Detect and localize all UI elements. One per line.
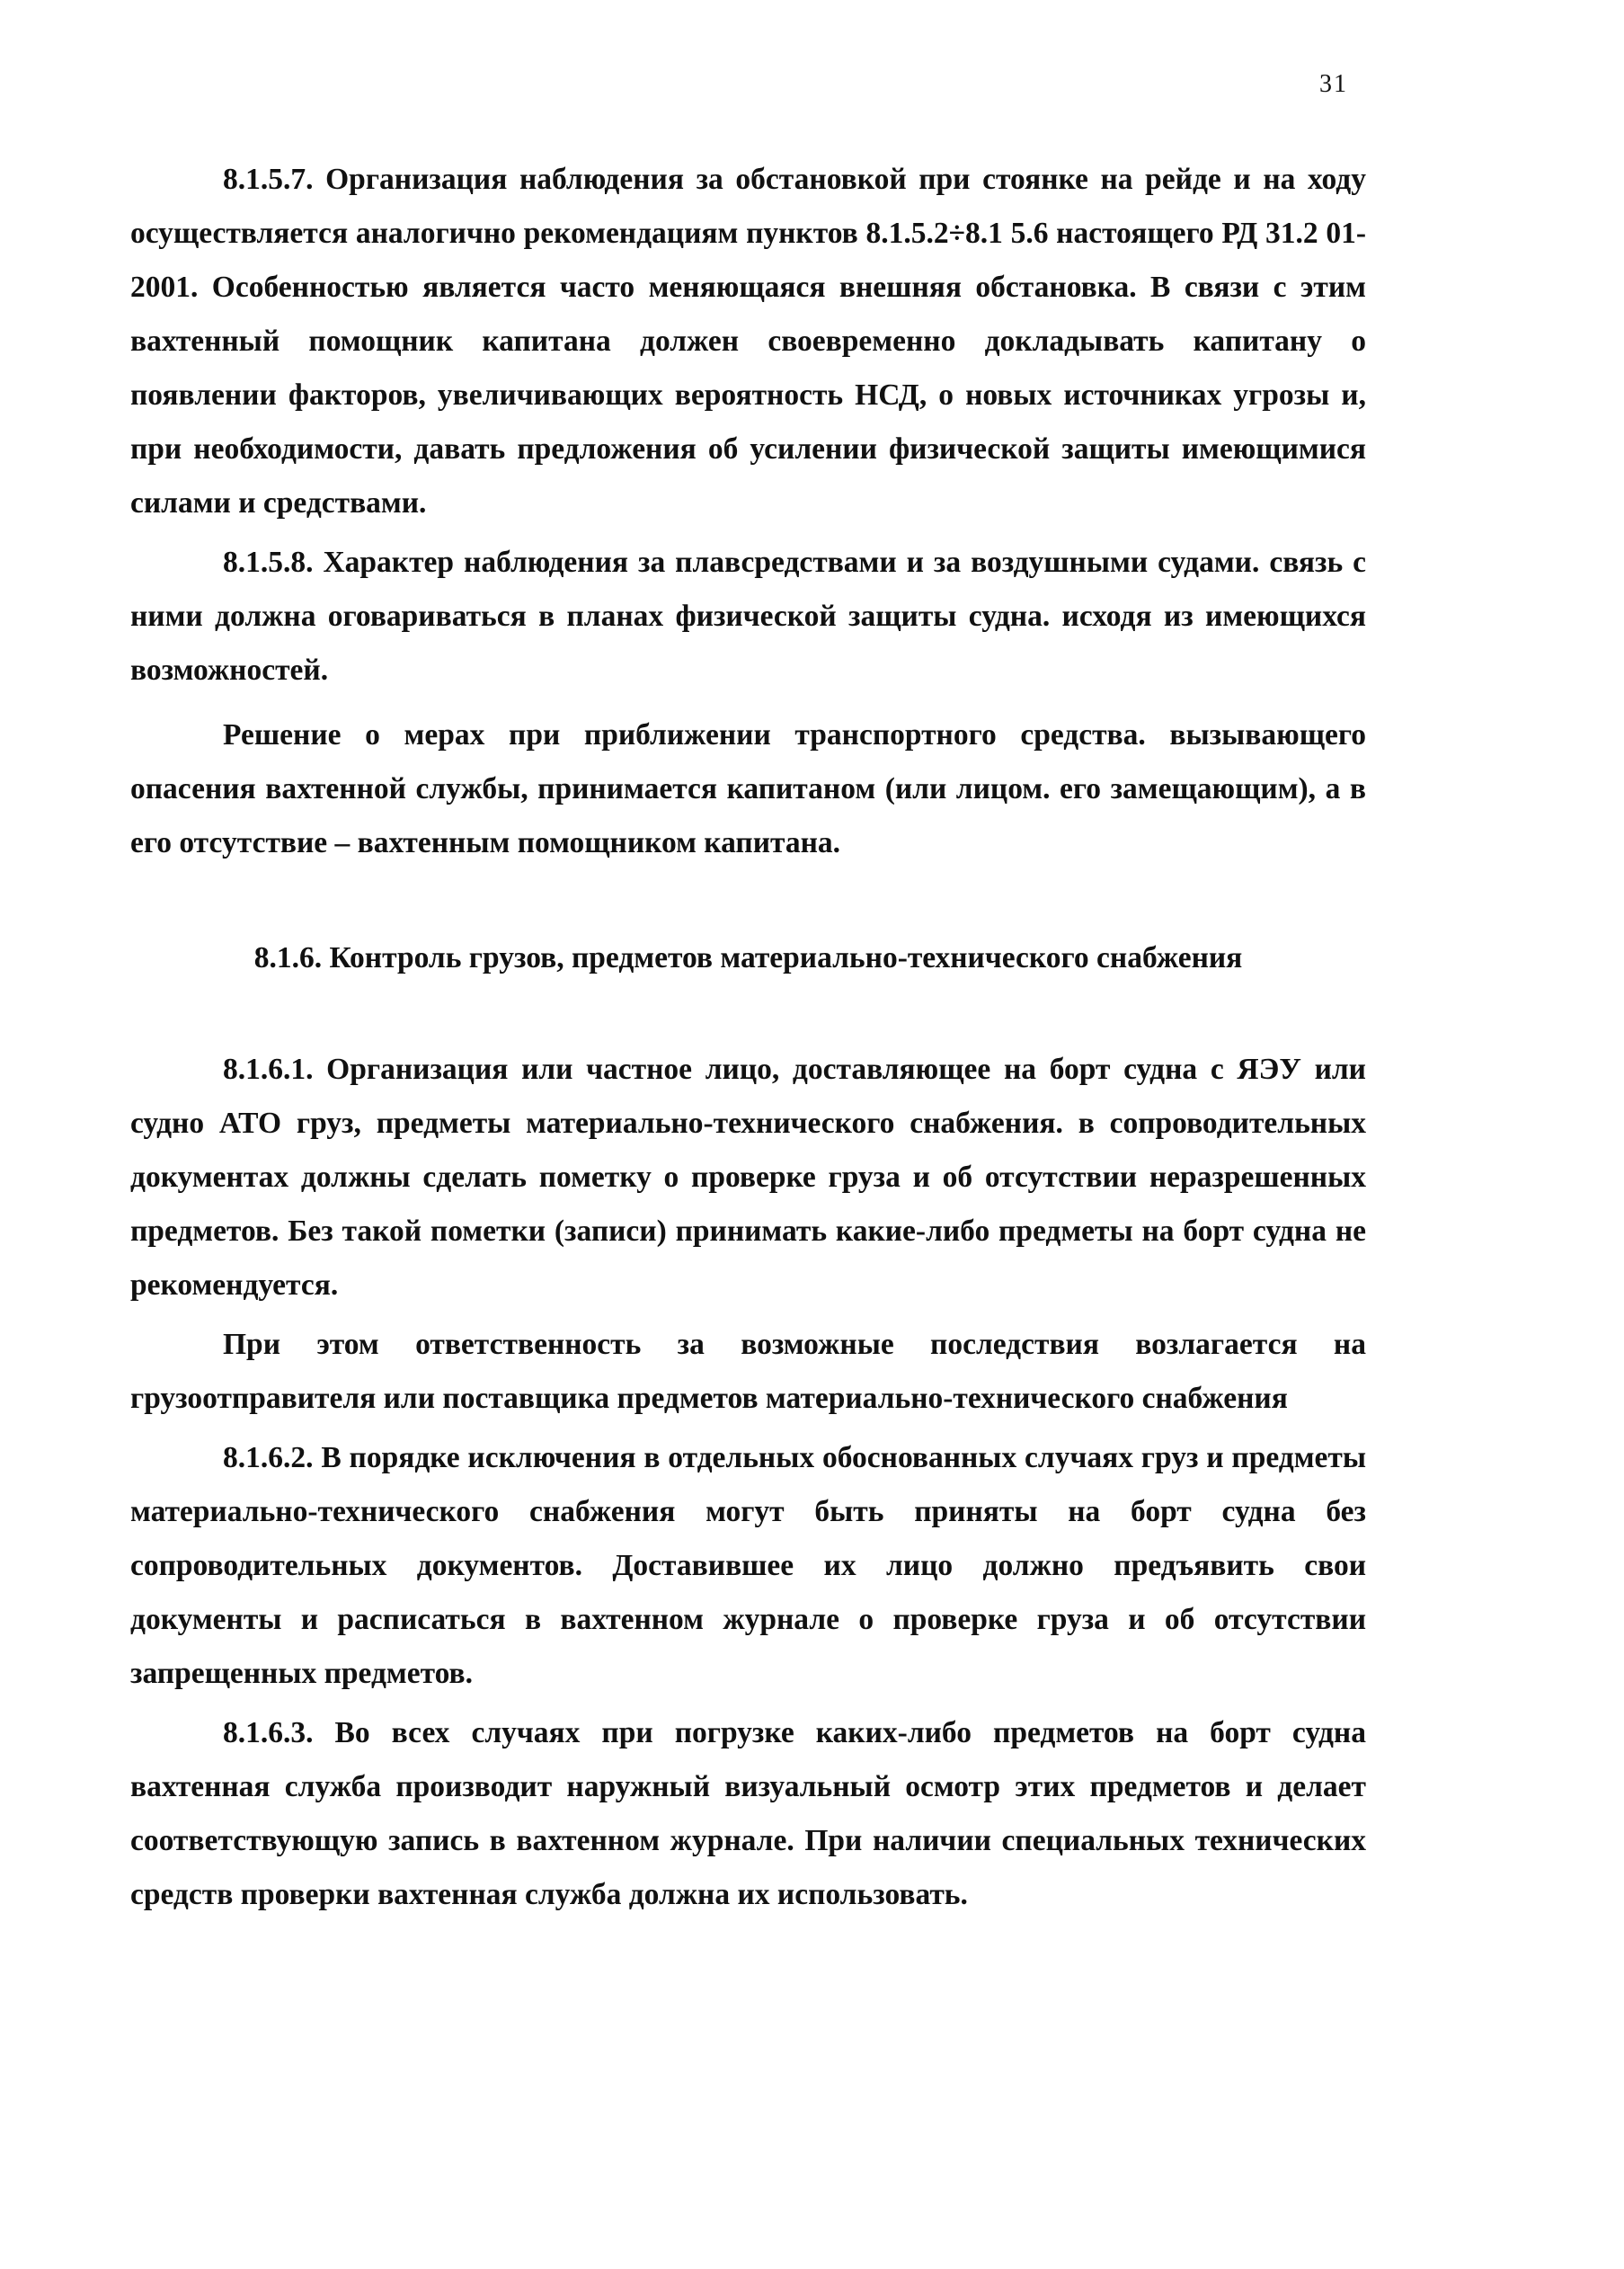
paragraph-decision-measures: Решение о мерах при приближении транспортного средства. вызывающего опасения вахтенной службы, принимается капитаном (или лицом. его замещающим), а в его отсутствие – вахтенным помощником капитана. xyxy=(130,718,1366,859)
paragraph-responsibility: При этом ответственность за возможные последствия возлагается на грузоотправителя или поставщика предметов материально-технического снабжения xyxy=(130,1328,1366,1415)
paragraph-8-1-5-8: 8.1.5.8. Характер наблюдения за плавсредствами и за воздушными судами. связь с ними должна оговариваться в планах физической защиты судна. исходя из имеющихся возможностей. xyxy=(130,546,1366,687)
page-number: 31 xyxy=(1319,70,1348,98)
paragraph-8-1-6-1: 8.1.6.1. Организация или частное лицо, доставляющее на борт судна с ЯЭУ или судно АТО груз, предметы материально-технического снабжения. в сопроводительных документах должны сделать пометку о проверке груза и об отсутствии неразрешенных предметов. Без такой пометки (записи) принимать какие-либо предметы на борт судна не рекомендуется. xyxy=(130,1053,1366,1302)
section-heading-8-1-6: 8.1.6. Контроль грузов, предметов материально-технического снабжения xyxy=(253,941,1243,974)
paragraph-8-1-6-3: 8.1.6.3. Во всех случаях при погрузке каких-либо предметов на борт судна вахтенная служба производит наружный визуальный осмотр этих предметов и делает соответствующую запись в вахтенном журнале. При наличии специальных технических средств проверки вахтенная служба должна их использовать. xyxy=(130,1716,1366,1911)
paragraph-8-1-6-2: 8.1.6.2. В порядке исключения в отдельных обоснованных случаях груз и предметы материально-технического снабжения могут быть приняты на борт судна без сопроводительных документов. Доставившее их лицо должно предъявить свои документы и расписаться в вахтенном журнале о проверке груза и об отсутствии запрещенных предметов. xyxy=(130,1441,1366,1690)
paragraph-8-1-5-7: 8.1.5.7. Организация наблюдения за обстановкой при стоянке на рейде и на ходу осуществляется аналогично рекомендациям пунктов 8.1.5.2÷8.1 5.6 настоящего РД 31.2 01-2001. Особенностью является часто меняющаяся внешняя обстановка. В связи с этим вахтенный помощник капитана должен своевременно докладывать капитану о появлении факторов, увеличивающих вероятность НСД, о новых источниках угрозы и, при необходимости, давать предложения об усилении физической защиты имеющимися силами и средствами. xyxy=(130,163,1366,520)
document-body xyxy=(130,153,1366,1922)
